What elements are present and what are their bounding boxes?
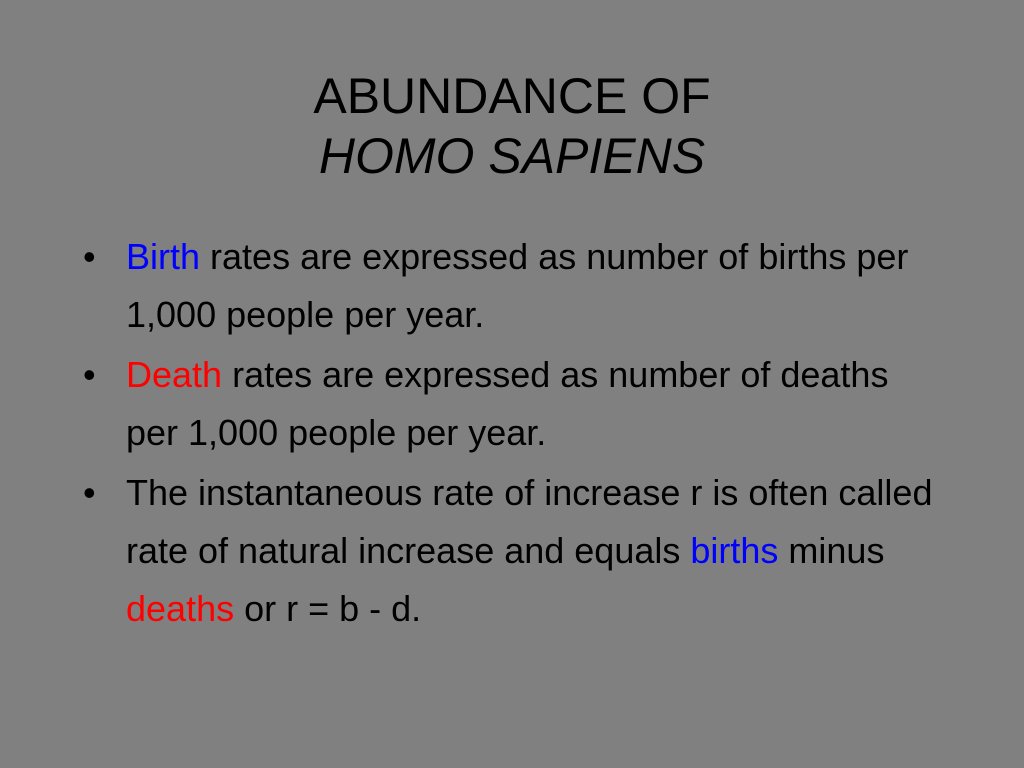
births-highlight: births [690, 530, 779, 571]
bullet-icon: • [83, 354, 96, 395]
bullet-list [83, 228, 943, 640]
bullet-icon: • [83, 472, 96, 513]
bullet-item-death-rates [83, 346, 943, 462]
formula-text: or r = b - d. [234, 588, 422, 629]
slide-title [0, 66, 1024, 186]
title-line-2: HOMO SAPIENS [318, 128, 706, 184]
title-line-1: ABUNDANCE OF [313, 68, 711, 124]
bullet-item-rate-of-increase [83, 464, 943, 638]
bullet-icon: • [83, 236, 96, 277]
bullet-item-birth-rates [83, 228, 943, 344]
death-rate-text: rates are expressed as number of deaths per 1,000 people per year. [126, 354, 889, 453]
death-highlight: Death [126, 354, 223, 395]
deaths-highlight: deaths [126, 588, 235, 629]
increase-text-start: The instantaneous rate of increase r is often called rate of natural increase and equals [126, 472, 933, 571]
minus-text: minus [778, 530, 885, 571]
birth-highlight: Birth [126, 236, 201, 277]
birth-rate-text: rates are expressed as number of births per 1,000 people per year. [126, 236, 909, 335]
